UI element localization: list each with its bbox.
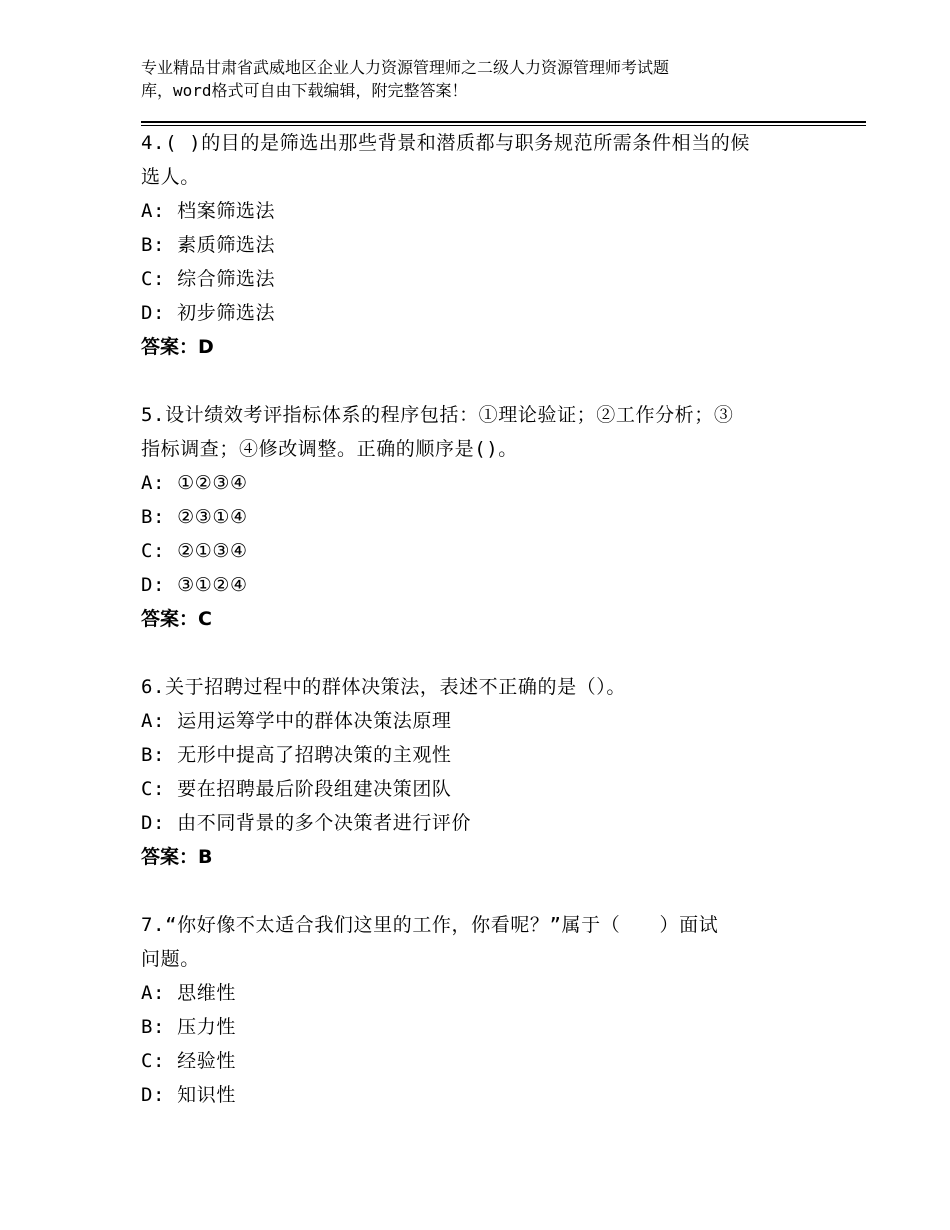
- question-6: [141, 670, 821, 874]
- question-spacer: [141, 874, 821, 908]
- question-stem-line: 7.“你好像不太适合我们这里的工作，你看呢？”属于（ ）面试: [141, 914, 719, 936]
- option-c: C: 综合筛选法: [141, 268, 276, 290]
- question-stem-line: 6.关于招聘过程中的群体决策法，表述不正确的是（）。: [141, 676, 626, 698]
- option-d: D: 由不同背景的多个决策者进行评价: [141, 812, 472, 834]
- question-spacer: [141, 364, 821, 398]
- option-b: B: 无形中提高了招聘决策的主观性: [141, 744, 452, 766]
- document-header: [141, 56, 821, 102]
- header-line-1: 专业精品甘肃省武威地区企业人力资源管理师之二级人力资源管理师考试题: [141, 58, 670, 77]
- question-stem-line: 5.设计绩效考评指标体系的程序包括：①理论验证；②工作分析；③: [141, 404, 734, 426]
- option-a: A: 档案筛选法: [141, 200, 276, 222]
- option-c: C: 经验性: [141, 1050, 236, 1072]
- option-c: C: 要在招聘最后阶段组建决策团队: [141, 778, 452, 800]
- answer-label: 答案：D: [141, 336, 214, 358]
- question-5: [141, 398, 821, 636]
- question-4: [141, 126, 821, 364]
- option-a: A: ①②③④: [141, 472, 248, 494]
- question-stem-line: 选人。: [141, 166, 200, 188]
- question-spacer: [141, 636, 821, 670]
- header-rule-thick: [141, 121, 866, 123]
- question-7: [141, 908, 821, 1112]
- option-b: B: 素质筛选法: [141, 234, 276, 256]
- question-stem-line: 指标调查；④修改调整。正确的顺序是()。: [141, 438, 518, 460]
- option-b: B: 压力性: [141, 1016, 236, 1038]
- answer-label: 答案：B: [141, 846, 213, 868]
- header-line-2: 库，word格式可自由下载编辑，附完整答案！: [141, 81, 468, 100]
- question-list: [141, 126, 821, 1112]
- question-stem-line: 问题。: [141, 948, 200, 970]
- option-c: C: ②①③④: [141, 540, 248, 562]
- option-a: A: 思维性: [141, 982, 236, 1004]
- option-a: A: 运用运筹学中的群体决策法原理: [141, 710, 452, 732]
- option-d: D: ③①②④: [141, 574, 248, 596]
- option-d: D: 初步筛选法: [141, 302, 276, 324]
- question-stem-line: 4.( )的目的是筛选出那些背景和潜质都与职务规范所需条件相当的候: [141, 132, 750, 154]
- option-d: D: 知识性: [141, 1084, 236, 1106]
- answer-label: 答案：C: [141, 608, 212, 630]
- option-b: B: ②③①④: [141, 506, 248, 528]
